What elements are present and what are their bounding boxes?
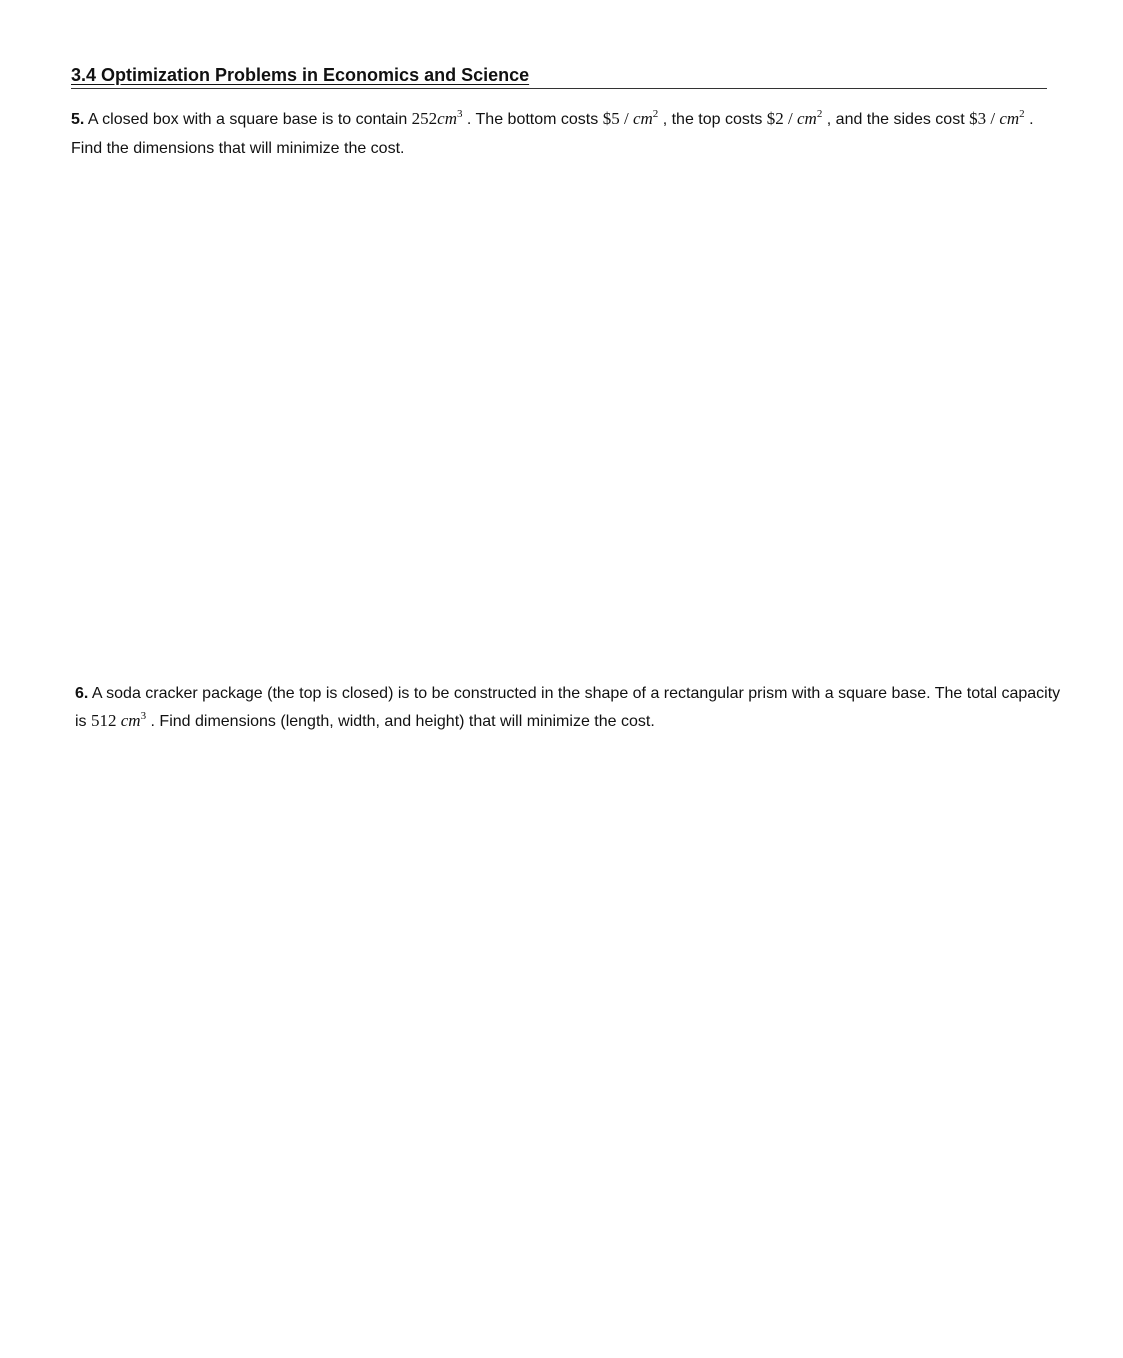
problem-text: A closed box with a square base is to contain: [84, 111, 412, 128]
problem-5: [71, 104, 1051, 163]
problem-text: . Find dimensions (length, width, and height) that will minimize the cost.: [146, 713, 655, 730]
section-title: 3.4 Optimization Problems in Economics and Science: [71, 65, 530, 85]
problem-number: 6.: [75, 685, 89, 702]
sides-cost-expression: $3 / $cm^2$: [969, 108, 1025, 128]
problem-6: [75, 680, 1065, 735]
volume-expression: $252cm^3$: [411, 108, 463, 128]
bottom-cost-expression: $5 / $cm^2$: [602, 108, 659, 128]
section-heading: [71, 64, 1047, 89]
capacity-expression: 512 $cm^3$: [91, 710, 147, 730]
problem-text: A soda cracker package (the top is closed) is to be constructed in the shape of a rectangular prism with a square base. The total capacity is: [75, 685, 1061, 730]
problem-text: , the top costs: [658, 111, 767, 128]
problem-number: 5.: [71, 111, 85, 128]
top-cost-expression: $2 / $cm^2$: [766, 108, 823, 128]
problem-text: . The bottom costs: [462, 111, 603, 128]
problem-text: , and the sides cost: [822, 111, 970, 128]
problem-text: . Find the dimensions that will minimize the cost.: [71, 111, 1034, 157]
